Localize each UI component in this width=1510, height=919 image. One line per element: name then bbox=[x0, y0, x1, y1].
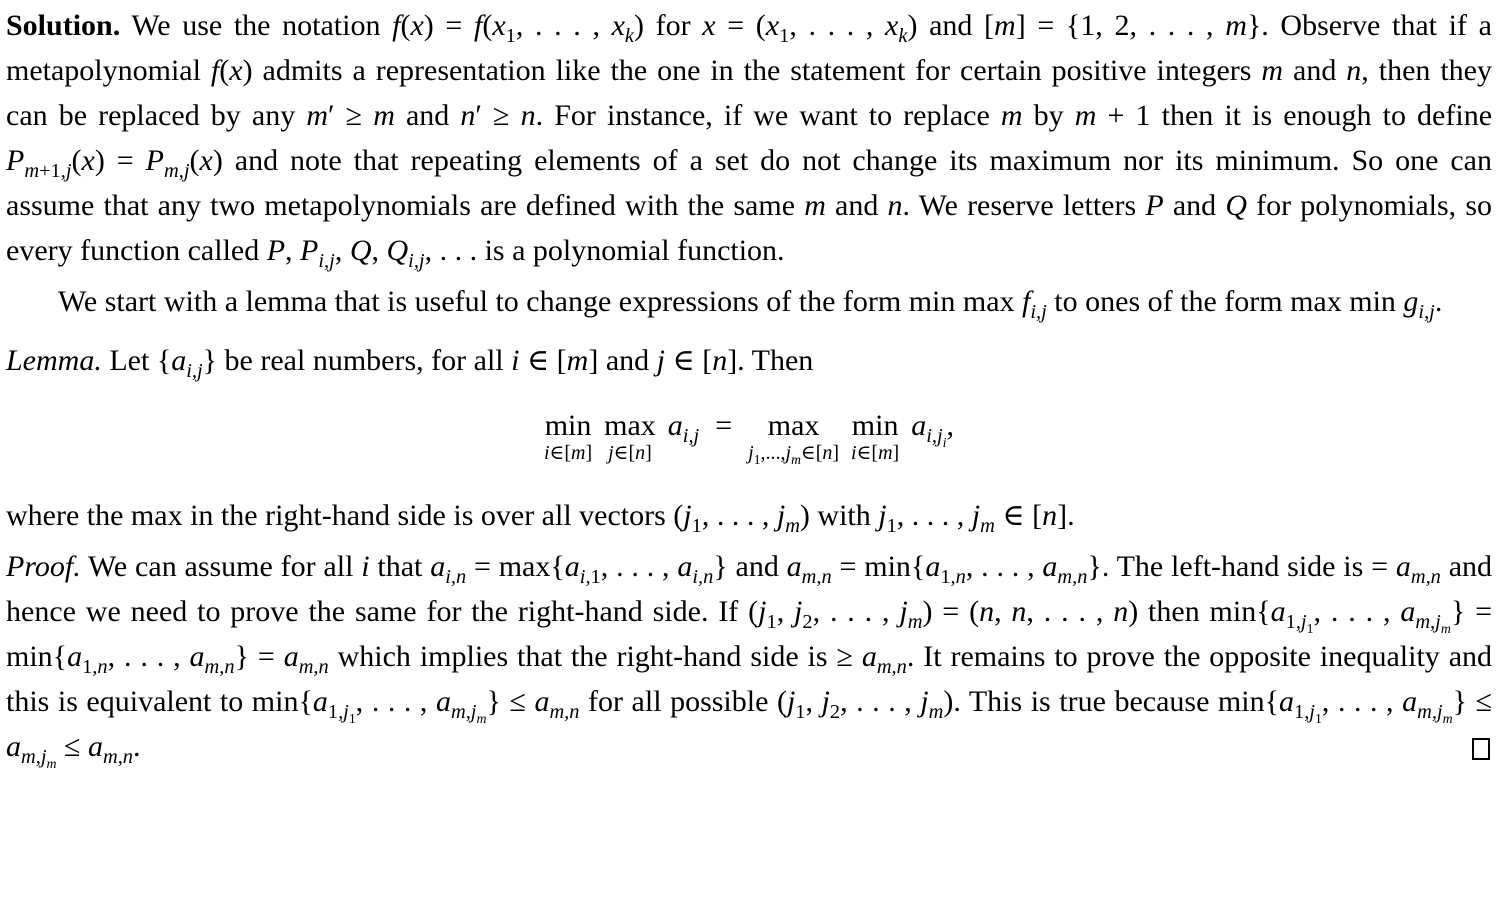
lemma-intro-paragraph bbox=[6, 279, 1492, 324]
lemma-label: Lemma. bbox=[6, 344, 102, 377]
equals-sign: = bbox=[715, 409, 733, 442]
min-operator-lhs: min i∈[m] bbox=[543, 409, 593, 464]
proof-paragraph bbox=[6, 544, 1493, 772]
proof-text: We can assume for all i that $a_{i,n} = \max\{a_{i,1}$, . . . , $a_{i,n}$} and $a_{m,n} = \min\{a_{1,n}$, . . . , $a_{m,n}$}. The left-hand side is = $a_{m,n}$ and hence we need to prove the same for the right-hand side. If ($j_1$, $j_2$, . . . , $j_m) = (n$, n, . . . , n) then $\min\{a_{1,j_1}$, . . . , $a_{m,j_m}\} = \min\{a_{1,n}$, . . . , $a_{m,n}\} = a_{m,n}$ which implies that the right-hand side is ≥ $a_{m,n}$. It remains to prove the opposite inequality and this is equivalent to $\min\{a_{1,j_1}$, . . . , $a_{m,j_m}\} \le a_{m,n}$ for all possible ($j_1$, $j_2$, . . . , $j_m$). This is true because $\min\{a_{1,j_1}$, . . . , $a_{m,j_m}\} \le a_{m,j_m} \le a_{m,n}$. bbox=[6, 549, 1493, 772]
min-operator-rhs: min i∈[m] bbox=[851, 409, 900, 464]
lemma-intro-text: We start with a lemma that is useful to change expressions of the form $\min \max f_{i,j}$ to ones of the form $\max \min g_{i,j}$. bbox=[58, 285, 1443, 323]
solution-label: Solution. bbox=[6, 9, 121, 42]
where-paragraph bbox=[6, 493, 1492, 538]
lemma-text: Let $\{a_{i,j}\}$ be real numbers, for all i ∈ [m] and j ∈ [n]. Then bbox=[109, 344, 814, 382]
display-equation bbox=[6, 409, 1492, 465]
qed-box bbox=[1472, 738, 1490, 760]
equation-rhs-argument: $a_{i,j_i}$, bbox=[911, 409, 954, 452]
where-text: where the max in the right-hand side is over all vectors ($j_1$, . . . , $j_m$) with $j_1$, . . . , $j_m$ ∈ [n]. bbox=[6, 498, 1075, 537]
max-operator-rhs: max $j_1,...,j_m\in[n]$ bbox=[748, 409, 840, 467]
max-operator-lhs: max j∈[n] bbox=[604, 409, 656, 464]
solution-paragraph bbox=[6, 3, 1492, 273]
solution-text: We use the notation $f(x) = f(x_1$, . . . , $x_k$) for $x = (x_1$, . . . , $x_k$) and [m] = {1, 2, . . . , m}. Observe that if a metapolynomial f(x) admits a representation like the one in the statement for certain positive integers m and n, then they can be replaced by any m′ ≥ m and n′ ≥ n. For instance, if we want to replace m by m + 1 then it is enough to define $P_{m+1,j}(x) = P_{m,j}(x)$ and note that repeating elements of a set do not change its maximum nor its minimum. So one can assume that any two metapolynomials are defined with the same m and n. We reserve letters P and Q for polynomials, so every function called P, $P_{i,j}$, Q, $Q_{i,j}$, . . . is a polynomial function. bbox=[6, 9, 1493, 272]
lemma-paragraph bbox=[6, 338, 1492, 383]
proof-label: Proof. bbox=[6, 549, 81, 583]
equation-lhs-argument: $a_{i,j}$ bbox=[667, 409, 700, 447]
